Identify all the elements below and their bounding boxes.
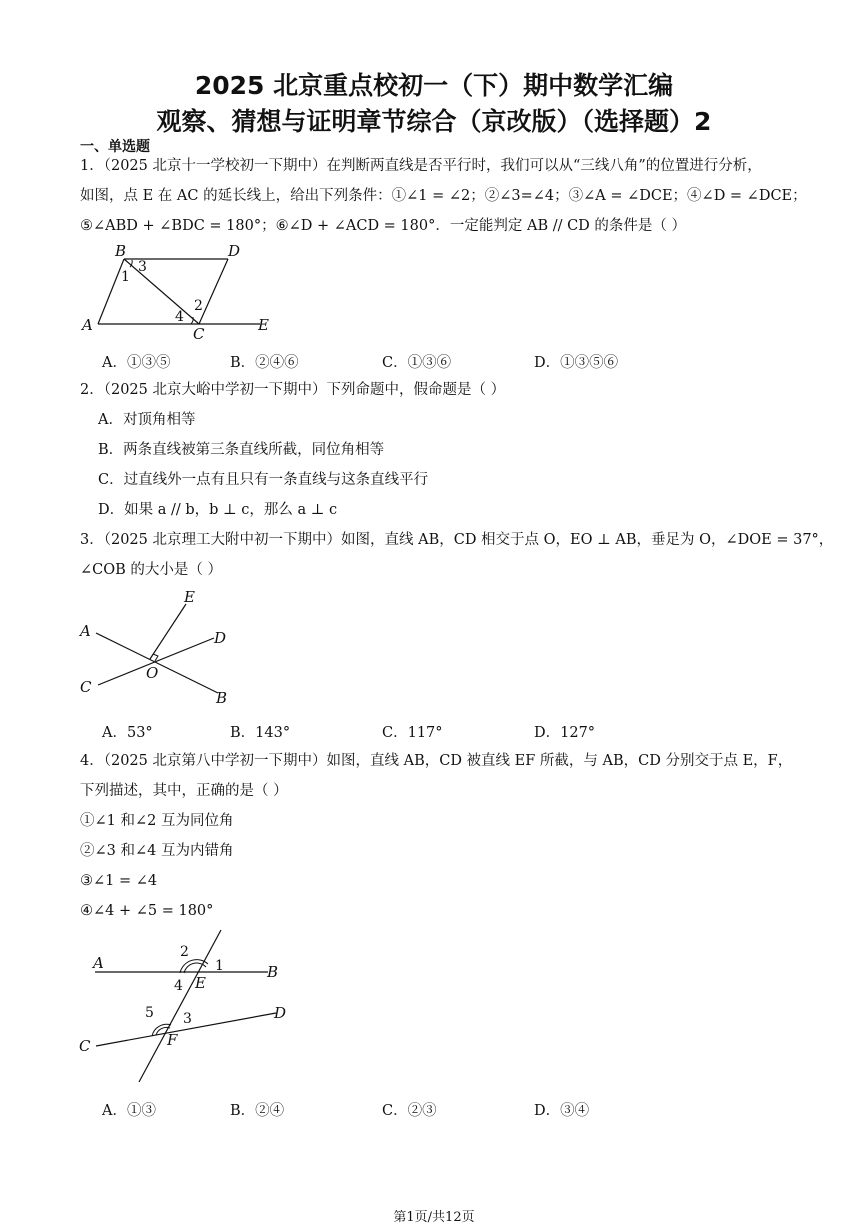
q2-choice-d: D．如果 a // b，b ⊥ c，那么 a ⊥ c bbox=[98, 502, 338, 518]
q4-label-F: F bbox=[167, 1031, 178, 1049]
q2-choice-c: C．过直线外一点有且只有一条直线与这条直线平行 bbox=[98, 472, 429, 488]
q1-angle-2: 2 bbox=[194, 298, 203, 314]
q1-stem-line3: ⑤∠ABD + ∠BDC = 180°；⑥∠D + ∠ACD = 180°．一定能判定 AB // CD 的条件是（ ） bbox=[80, 218, 687, 234]
q1-stem-line2: 如图，点 E 在 AC 的延长线上，给出下列条件：①∠1 = ∠2；②∠3=∠4；③∠A = ∠DCE；④∠D = ∠DCE； bbox=[80, 188, 807, 204]
section-label: 一、单选题 bbox=[80, 139, 150, 155]
q1-angle-3: 3 bbox=[138, 259, 147, 275]
q1-label-E: E bbox=[258, 316, 269, 334]
q3-label-D: D bbox=[214, 629, 227, 647]
q2-choice-a: A．对顶角相等 bbox=[98, 412, 196, 428]
q4-angle-5: 5 bbox=[145, 1005, 154, 1021]
q4-stem-line2: 下列描述，其中，正确的是（ ） bbox=[80, 783, 288, 799]
q4-label-A: A bbox=[93, 954, 104, 972]
q4-option-b: B．②④ bbox=[230, 1103, 285, 1119]
q3-figure bbox=[76, 586, 246, 711]
q4-angle-1: 1 bbox=[215, 958, 224, 974]
q4-statement-3: ③∠1 = ∠4 bbox=[80, 873, 158, 889]
q4-label-D: D bbox=[274, 1004, 287, 1022]
q4-statement-4: ④∠4 + ∠5 = 180° bbox=[80, 903, 214, 919]
q2-choice-b: B．两条直线被第三条直线所截，同位角相等 bbox=[98, 442, 385, 458]
q4-option-a: A．①③ bbox=[102, 1103, 156, 1119]
q3-option-a: A．53° bbox=[102, 725, 153, 741]
q1-angle-4: 4 bbox=[175, 309, 184, 325]
q3-label-E: E bbox=[184, 588, 195, 606]
q1-label-A: A bbox=[82, 316, 93, 334]
q1-option-a: A．①③⑤ bbox=[102, 355, 171, 371]
q4-figure bbox=[76, 924, 296, 1089]
q1-figure bbox=[78, 240, 278, 345]
q1-label-D: D bbox=[228, 242, 241, 260]
q4-statement-2: ②∠3 和∠4 互为内错角 bbox=[80, 843, 234, 859]
q4-statement-1: ①∠1 和∠2 互为同位角 bbox=[80, 813, 234, 829]
q1-option-d: D．①③⑤⑥ bbox=[534, 355, 619, 371]
q3-stem-line1: 3．（2025 北京理工大附中初一下期中）如图，直线 AB，CD 相交于点 O，EO ⊥ AB，垂足为 O，∠DOE = 37°， bbox=[80, 532, 834, 548]
q3-label-C: C bbox=[80, 678, 92, 696]
page-title: 2025 北京重点校初一（下）期中数学汇编 bbox=[194, 71, 674, 100]
q4-angle-4: 4 bbox=[174, 978, 183, 994]
q4-label-B: B bbox=[267, 963, 279, 981]
q3-option-d: D．127° bbox=[534, 725, 596, 741]
q1-label-C: C bbox=[193, 325, 205, 343]
q4-option-c: C．②③ bbox=[382, 1103, 437, 1119]
q3-label-A: A bbox=[80, 622, 91, 640]
q4-label-C: C bbox=[79, 1037, 91, 1055]
q3-stem-line2: ∠COB 的大小是（ ） bbox=[80, 562, 223, 578]
q3-label-O: O bbox=[146, 664, 159, 682]
q1-label-B: B bbox=[115, 242, 127, 260]
page-number: 第1页/共12页 bbox=[393, 1210, 475, 1225]
q4-angle-2: 2 bbox=[180, 944, 189, 960]
q4-option-d: D．③④ bbox=[534, 1103, 590, 1119]
q1-option-c: C．①③⑥ bbox=[382, 355, 452, 371]
q4-stem-line1: 4．（2025 北京第八中学初一下期中）如图，直线 AB，CD 被直线 EF 所截，与 AB，CD 分别交于点 E，F， bbox=[80, 753, 793, 769]
q4-angle-3: 3 bbox=[183, 1011, 192, 1027]
page-subtitle: 观察、猜想与证明章节综合（京改版）（选择题）2 bbox=[156, 107, 712, 136]
q2-stem: 2．（2025 北京大峪中学初一下期中）下列命题中，假命题是（ ） bbox=[80, 382, 506, 398]
q1-option-b: B．②④⑥ bbox=[230, 355, 299, 371]
q1-angle-1: 1 bbox=[121, 269, 130, 285]
q3-option-b: B．143° bbox=[230, 725, 291, 741]
q3-label-B: B bbox=[216, 689, 228, 707]
q3-option-c: C．117° bbox=[382, 725, 443, 741]
q4-label-E: E bbox=[195, 974, 206, 992]
q1-stem-line1: 1．（2025 北京十一学校初一下期中）在判断两直线是否平行时，我们可以从“三线八角”的位置进行分析， bbox=[80, 158, 762, 174]
